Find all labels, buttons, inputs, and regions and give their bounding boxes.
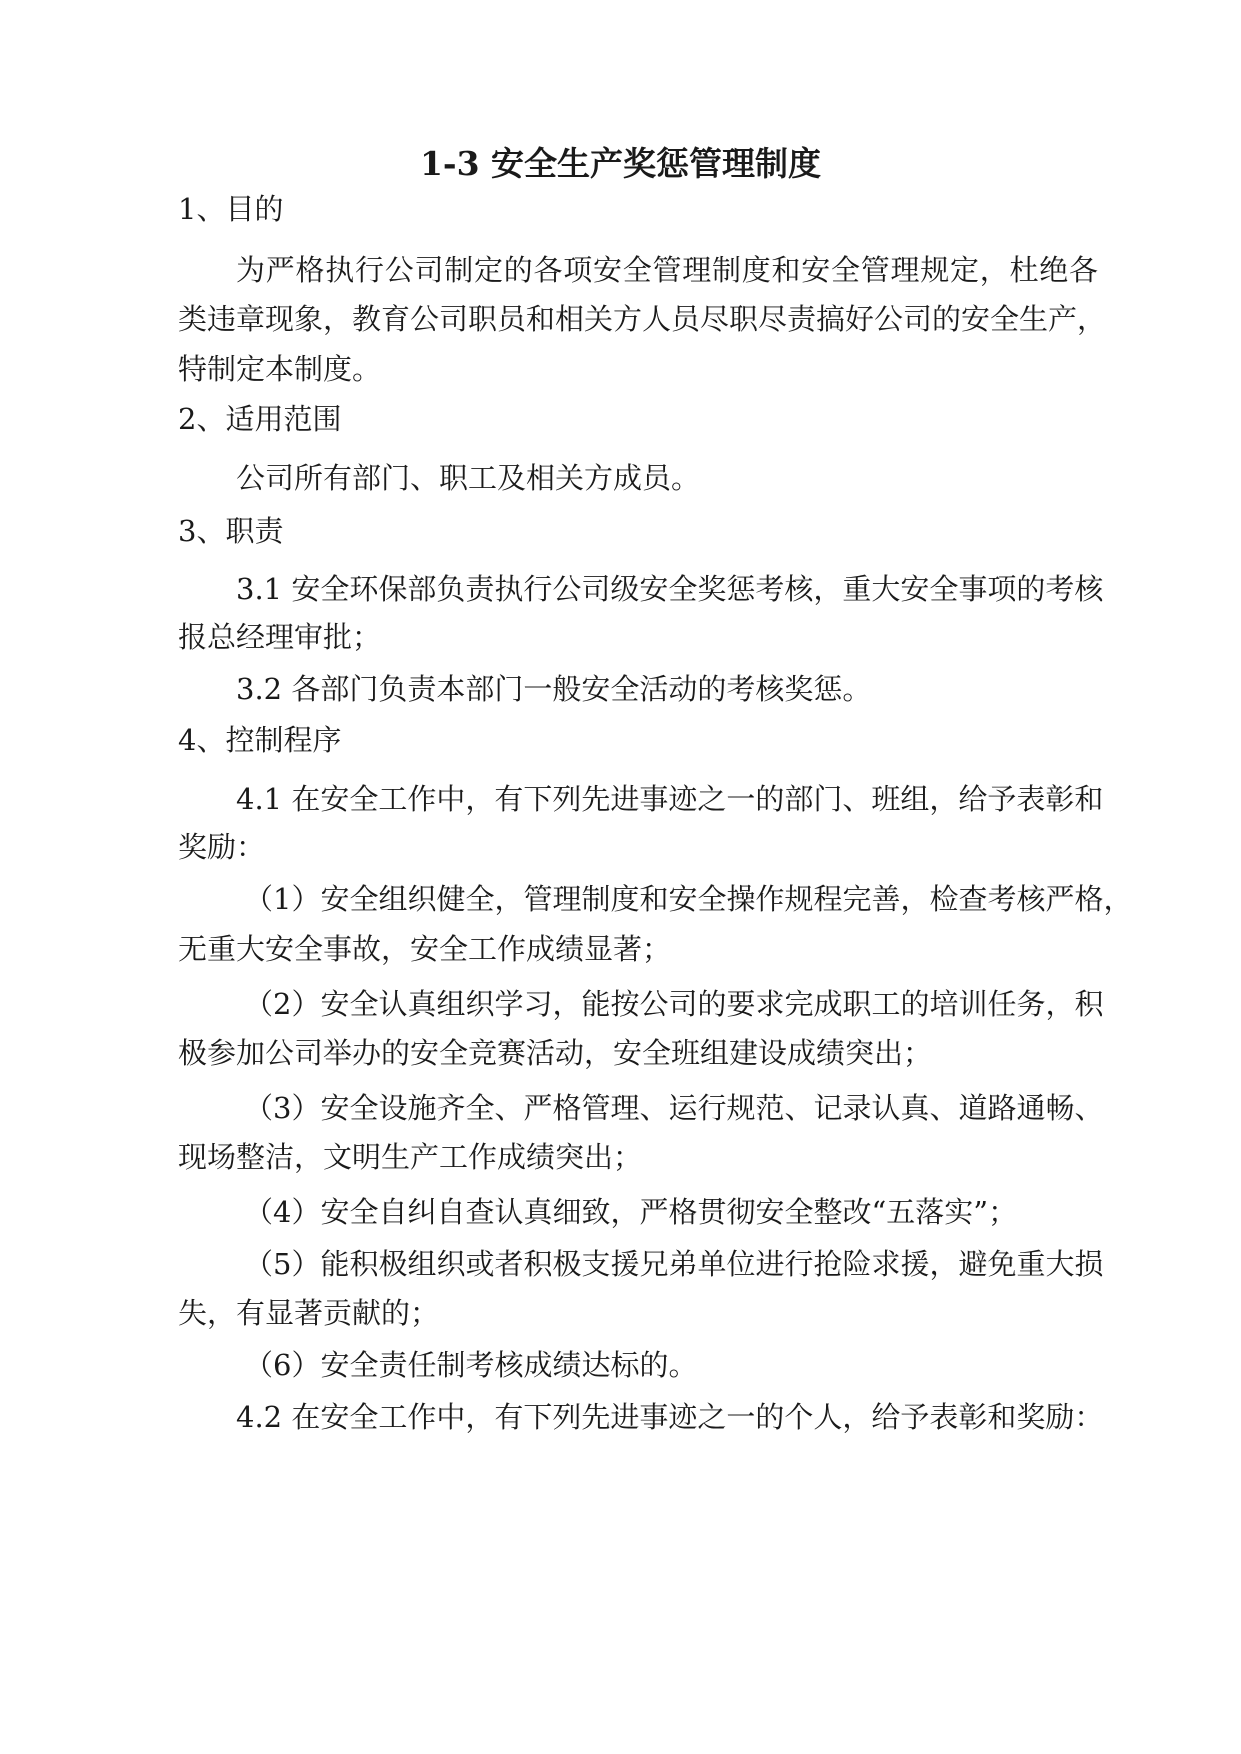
section-1-heading: 1、目的 (178, 192, 284, 226)
list-item-5-line-1: （5）能积极组织或者积极支援兄弟单位进行抢险求援，避免重大损 (244, 1247, 1104, 1281)
section-1-paragraph-line-3: 特制定本制度。 (178, 352, 382, 386)
list-item-1-line-1: （1）安全组织健全，管理制度和安全操作规程完善，检查考核严格， (244, 882, 1133, 916)
list-item-2-line-1: （2）安全认真组织学习，能按公司的要求完成职工的培训任务，积 (244, 987, 1104, 1021)
list-item-3-line-2: 现场整洁，文明生产工作成绩突出； (178, 1140, 643, 1174)
list-item-1-line-2: 无重大安全事故，安全工作成绩显著； (178, 932, 672, 966)
list-item-3-line-1: （3）安全设施齐全、严格管理、运行规范、记录认真、道路通畅、 (244, 1091, 1104, 1125)
section-4-heading: 4、控制程序 (178, 723, 342, 757)
section-3-heading: 3、职责 (178, 514, 284, 548)
section-4-1-line-1: 4.1 在安全工作中，有下列先进事迹之一的部门、班组，给予表彰和 (236, 782, 1104, 816)
section-4-1-line-2: 奖励： (178, 830, 266, 864)
list-item-6-line-1: （6）安全责任制考核成绩达标的。 (244, 1348, 698, 1382)
section-2-heading: 2、适用范围 (178, 402, 342, 436)
list-item-2-line-2: 极参加公司举办的安全竞赛活动，安全班组建设成绩突出； (178, 1036, 933, 1070)
document-title: 1-3 安全生产奖惩管理制度 (419, 144, 822, 183)
section-1-paragraph-line-2: 类违章现象，教育公司职员和相关方人员尽职尽责搞好公司的安全生产， (178, 302, 1107, 336)
list-item-4-line-1: （4）安全自纠自查认真细致，严格贯彻安全整改“五落实”； (244, 1195, 1018, 1229)
list-item-5-line-2: 失，有显著贡献的； (178, 1296, 440, 1330)
section-3-1-line-1: 3.1 安全环保部负责执行公司级安全奖惩考核，重大安全事项的考核 (236, 572, 1104, 606)
section-3-2-line-1: 3.2 各部门负责本部门一般安全活动的考核奖惩。 (236, 672, 872, 706)
section-2-paragraph-line-1: 公司所有部门、职工及相关方成员。 (236, 461, 701, 495)
section-3-1-line-2: 报总经理审批； (178, 620, 382, 654)
section-1-paragraph-line-1: 为严格执行公司制定的各项安全管理制度和安全管理规定，杜绝各 (236, 253, 1098, 287)
section-4-2-line-1: 4.2 在安全工作中，有下列先进事迹之一的个人，给予表彰和奖励： (236, 1400, 1104, 1434)
